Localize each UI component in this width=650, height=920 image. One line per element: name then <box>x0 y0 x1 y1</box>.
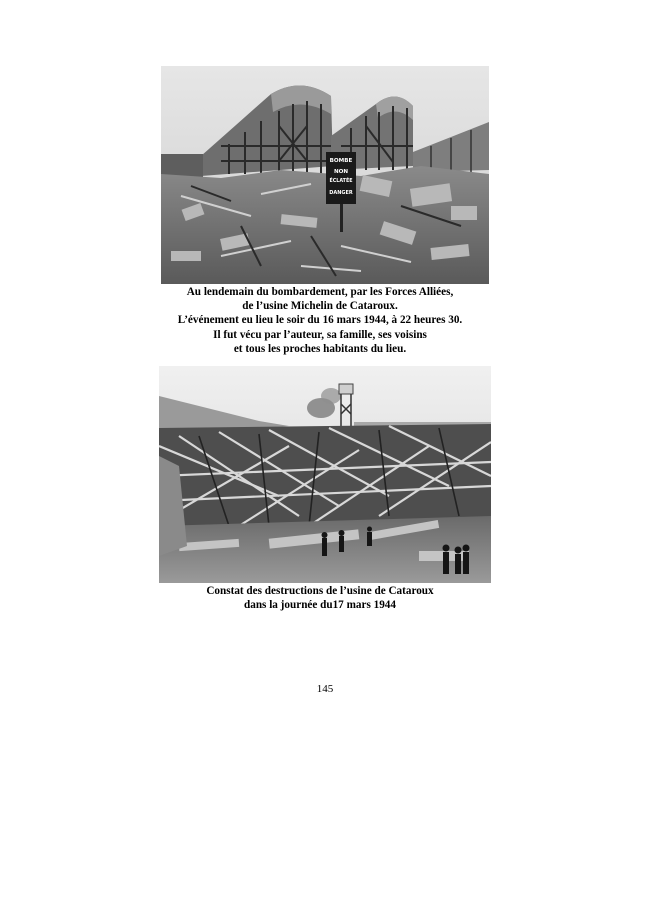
caption-1-line-4: Il fut vécu par l’auteur, sa famille, ses voisins <box>213 328 427 341</box>
bomb-warning-sign <box>327 156 355 198</box>
caption-2-line-1: Constat des destructions de l’usine de Cataroux <box>206 585 434 597</box>
caption-1-line-3: L’événement eu lieu le soir du 16 mars 1944, à 22 heures 30. <box>177 314 463 327</box>
sign-line-bombe: BOMBE <box>329 158 353 164</box>
caption-1-line-1: Au lendemain du bombardement, par les Forces Alliées, <box>186 286 454 298</box>
caption-photo-1 <box>150 285 490 356</box>
page-number: 145 <box>316 683 334 695</box>
caption-1-line-5: et tous les proches habitants du lieu. <box>233 342 407 355</box>
photo-bombed-factory <box>161 66 489 284</box>
sign-line-eclatee: ÉCLATÉE <box>329 179 353 184</box>
caption-photo-2 <box>150 584 490 612</box>
sign-line-non: NON <box>333 168 349 175</box>
photo-destroyed-factory <box>159 366 491 583</box>
photo-destroyed-factory-image <box>159 366 491 583</box>
sign-line-danger: DANGER <box>329 189 353 196</box>
caption-2-line-2: dans la journée du17 mars 1944 <box>244 599 396 612</box>
caption-1-line-2: de l’usine Michelin de Cataroux. <box>242 300 398 313</box>
photo-bombed-factory-image <box>161 66 489 284</box>
